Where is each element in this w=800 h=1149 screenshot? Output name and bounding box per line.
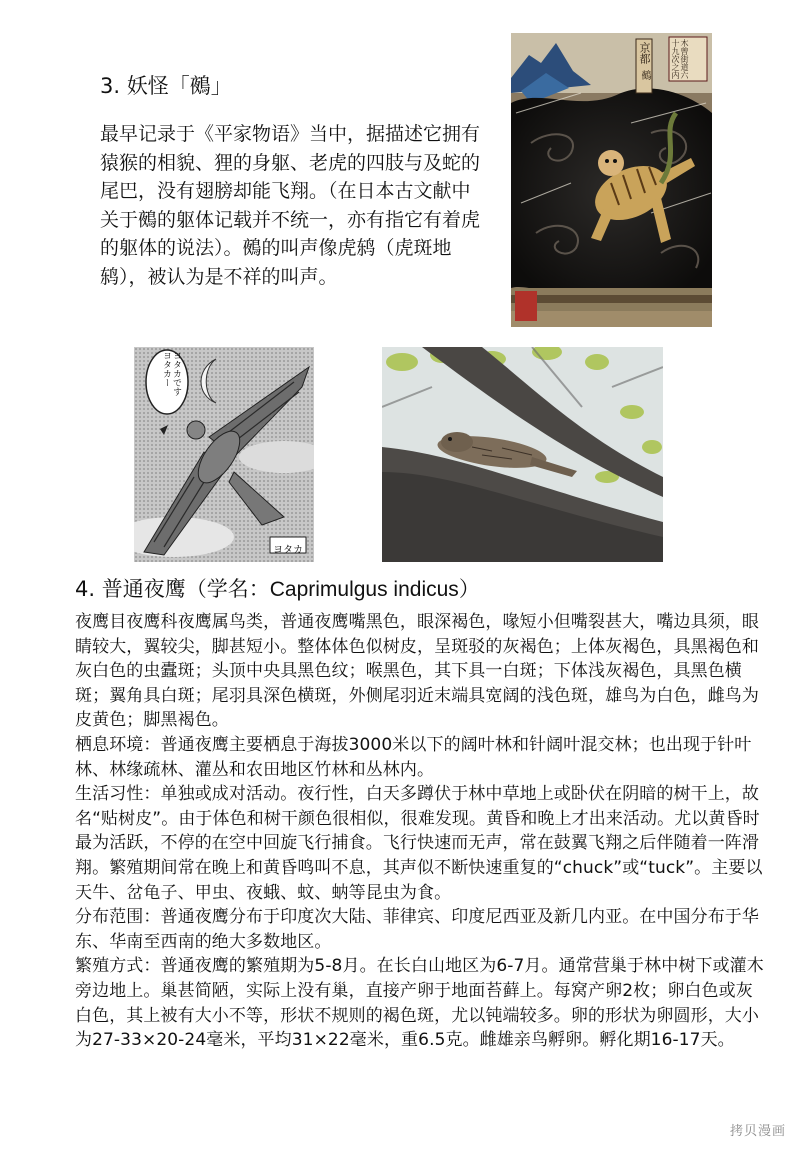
habitat-paragraph: 栖息环境：普通夜鹰主要栖息于海拔3000米以下的阔叶林和针阔叶混交林；也出现于针叶林、林缘疏林、灌丛和农田地区竹林和丛林内。 — [75, 734, 752, 780]
nue-woodblock-print — [511, 33, 712, 327]
nightjar-photo — [382, 347, 663, 562]
print-station-label: 京都 — [638, 42, 651, 64]
print-cartouche-title: 木曾街道六十九次之内 — [671, 39, 689, 79]
section-4-title-suffix: ） — [458, 577, 480, 601]
manga-caption: ヨタカ — [273, 545, 303, 556]
print-subject-label: 鵺 — [639, 70, 650, 80]
section-3-body — [100, 120, 485, 291]
section-4-title — [75, 573, 480, 603]
distribution-paragraph: 分布范围：普通夜鹰分布于印度次大陆、菲律宾、印度尼西亚及新几内亚。在中国分布于华东、华南至西南的绝大多数地区。 — [75, 907, 759, 952]
manga-speech-bubble: ヨタカです ヨタカー — [161, 351, 181, 396]
description-paragraph: 夜鹰目夜鹰科夜鹰属鸟类，普通夜鹰嘴黑色，眼深褐色，喙短小但嘴裂甚大，嘴边具须，眼睛较大，翼较尖，脚甚短小。整体体色似树皮，呈斑驳的灰褐色；上体灰褐色，具黑褐色和灰白色的虫蠹斑；头顶中央具黑色纹；喉黑色，其下具一白斑；下体浅灰褐色，具黑色横斑；翼角具白斑；尾羽具深色横斑，外侧尾羽近末端具宽阔的浅色斑，雄鸟为白色，雌鸟为皮黄色；脚黑褐色。 — [75, 612, 759, 731]
nightjar-photo-illustration — [382, 347, 663, 562]
habits-paragraph: 生活习性：单独或成对活动。夜行性，白天多蹲伏于林中草地上或卧伏在阴暗的树干上，故名“贴树皮”。由于体色和树干颜色很相似，很难发现。黄昏和晚上才出来活动。尤以黄昏时最为活跃，不停的在空中回旋飞行捕食。飞行快速而无声，常在鼓翼飞翔之后伴随着一阵滑翔。繁殖期间常在晚上和黄昏鸣叫不息，其声似不断快速重复的“chuck”或“tuck”。主要以天牛、岔龟子、甲虫、夜蛾、蚊、蚋等昆虫为食。 — [75, 784, 763, 903]
breeding-paragraph: 繁殖方式：普通夜鹰的繁殖期为5-8月。在长白山地区为6-7月。通常营巢于林中树下或灌木旁边地上。巢甚简陋，实际上没有巢，直接产卵于地面苔藓上。每窝产卵2枚；卵白色或灰白色，其上被有大小不等，形状不规则的褐色斑，尤以钝端较多。卵的形状为卵圆形，大小为27-33×20-24毫米，平均31×22毫米，重6.5克。雌雄亲鸟孵卵。孵化期16-17天。 — [75, 956, 764, 1051]
scientific-name: Caprimulgus indicus — [269, 578, 459, 601]
section-4-title-prefix: 4. 普通夜鹰（学名： — [75, 577, 270, 601]
watermark: 拷贝漫画 — [729, 1124, 786, 1139]
section-4-body — [75, 610, 765, 1053]
section-3-title: 3. 妖怪「鵺」 — [100, 74, 232, 98]
section-3-paragraph: 最早记录于《平家物语》当中，据描述它拥有猿猴的相貌、狸的身躯、老虎的四肢与及蛇的尾巴，没有翅膀却能飞翔。（在日本古文献中关于鵺的躯体记载并不统一，亦有指它有着虎的躯体的说法）。鵺的叫声像虎鸫（虎斑地鸫），被认为是不祥的叫声。 — [100, 123, 481, 288]
